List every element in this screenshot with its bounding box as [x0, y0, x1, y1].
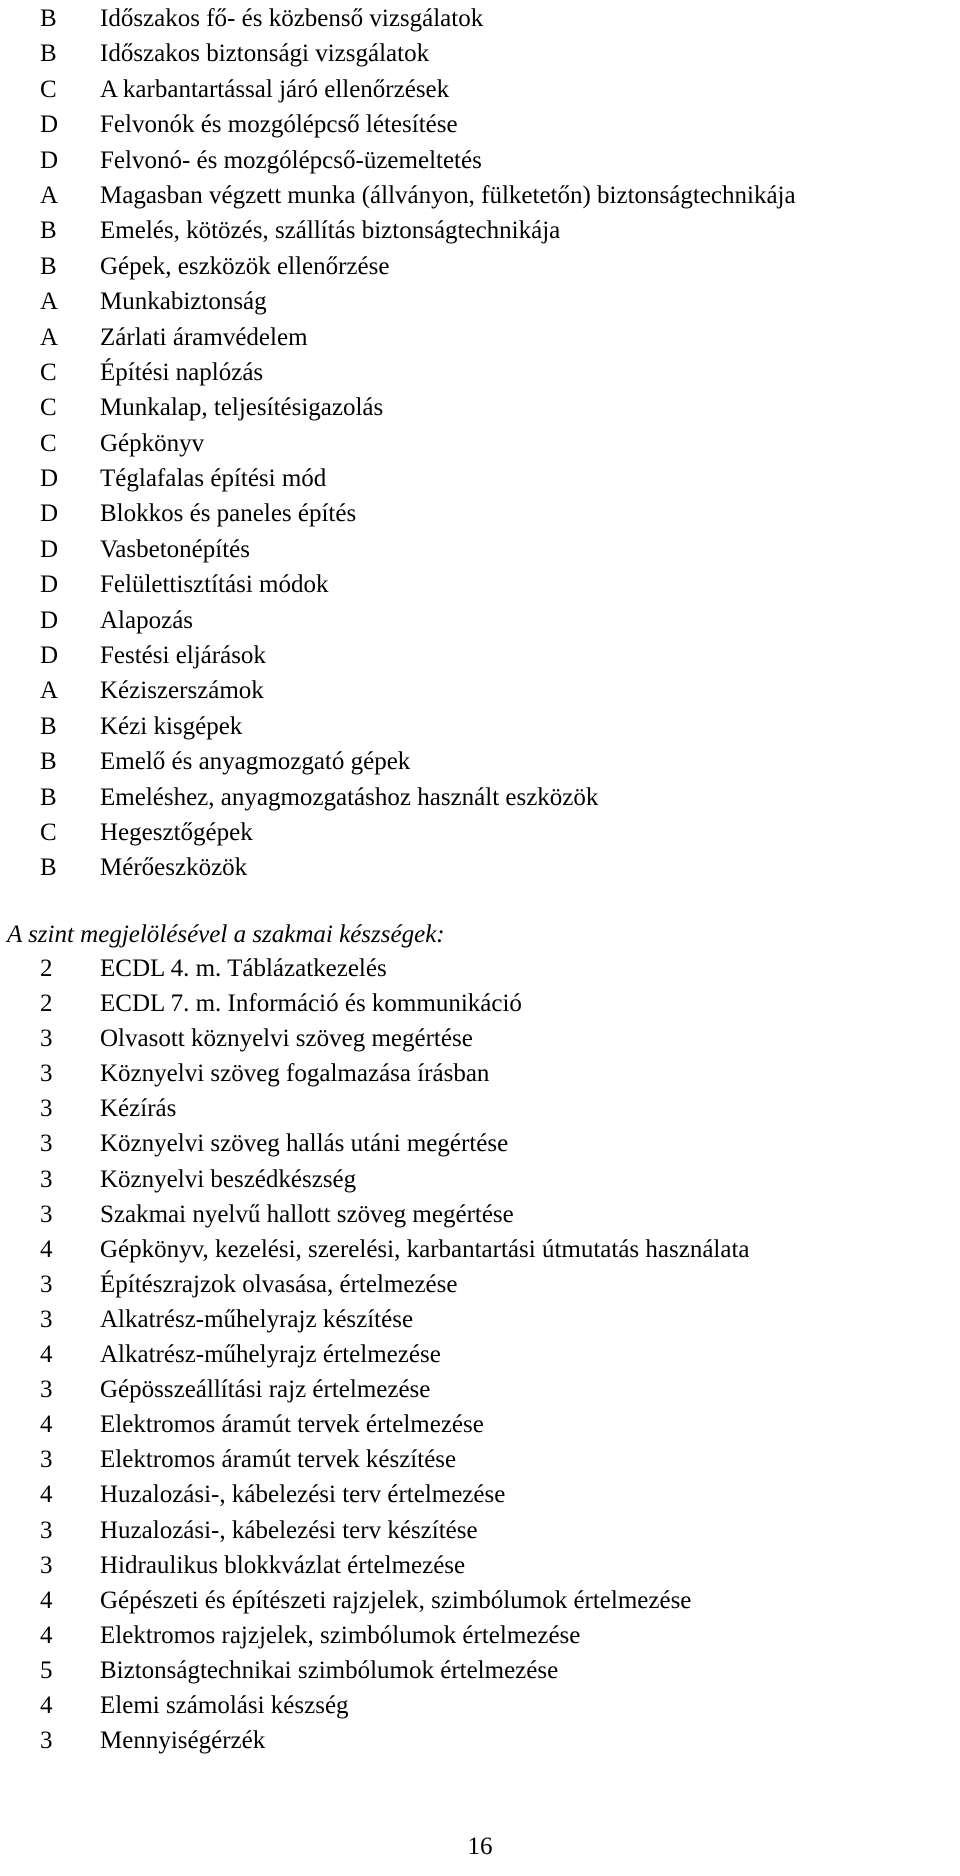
item-label: Hidraulikus blokkvázlat értelmezése	[100, 1551, 466, 1579]
item-label: Gépek, eszközök ellenőrzése	[100, 252, 390, 280]
level-code: B	[40, 854, 57, 882]
list-item	[40, 815, 796, 850]
level-code: 4	[40, 1481, 53, 1509]
item-label: Hegesztőgépek	[100, 818, 253, 846]
level-code: 2	[40, 955, 53, 982]
level-code: 3	[40, 1200, 53, 1228]
level-code: C	[40, 75, 57, 103]
item-label: Időszakos fő- és közbenső vizsgálatok	[100, 5, 484, 32]
item-label: Elektromos áramút tervek értelmezése	[100, 1411, 484, 1439]
level-code: B	[40, 748, 57, 776]
skill-level-list	[40, 951, 750, 1758]
list-item	[40, 850, 796, 885]
level-code: 3	[40, 1270, 53, 1298]
list-item	[40, 1548, 750, 1583]
level-code: A	[40, 288, 59, 316]
level-code: D	[40, 642, 59, 670]
level-code: B	[40, 252, 57, 280]
item-label: Huzalozási-, kábelezési terv értelmezése	[100, 1481, 506, 1509]
list-item	[40, 1688, 750, 1723]
list-item	[40, 1056, 750, 1091]
item-label: Alkatrész-műhelyrajz készítése	[100, 1305, 414, 1333]
item-label: ECDL 4. m. Táblázatkezelés	[100, 955, 387, 982]
list-item	[40, 567, 796, 602]
list-item	[40, 107, 796, 142]
level-code: C	[40, 818, 57, 846]
list-item	[40, 673, 796, 708]
list-item	[40, 1337, 750, 1372]
list-item	[40, 709, 796, 744]
item-label: Munkalap, teljesítésigazolás	[100, 394, 384, 422]
level-code: D	[40, 571, 59, 599]
level-code: 4	[40, 1586, 53, 1614]
page-number: 16	[467, 1833, 493, 1860]
item-label: Elektromos áramút tervek készítése	[100, 1446, 457, 1474]
list-item	[40, 1197, 750, 1232]
list-item	[40, 249, 796, 284]
list-item	[40, 1021, 750, 1056]
item-label: Építészrajzok olvasása, értelmezése	[100, 1270, 458, 1298]
level-code: D	[40, 500, 59, 528]
item-label: Munkabiztonság	[100, 288, 267, 316]
level-code: A	[40, 323, 59, 351]
level-code: A	[40, 181, 59, 209]
item-label: Magasban végzett munka (állványon, fülketetőn) biztonságtechnikája	[100, 181, 796, 209]
level-code: D	[40, 111, 59, 139]
level-code: 3	[40, 1446, 53, 1474]
list-item	[40, 72, 796, 107]
item-label: Gépösszeállítási rajz értelmezése	[100, 1376, 431, 1404]
item-label: Festési eljárások	[100, 642, 266, 670]
item-label: Téglafalas építési mód	[100, 465, 327, 493]
item-label: Felvonó- és mozgólépcső-üzemeltetés	[100, 146, 482, 174]
item-label: Felvonók és mozgólépcső létesítése	[100, 111, 458, 139]
list-item	[40, 603, 796, 638]
item-label: Gépészeti és építészeti rajzjelek, szimbólumok értelmezése	[100, 1586, 692, 1614]
level-code: 3	[40, 1376, 53, 1404]
item-label: Huzalozási-, kábelezési terv készítése	[100, 1516, 478, 1544]
item-label: Kézírás	[100, 1095, 177, 1123]
level-code: 5	[40, 1656, 53, 1684]
level-code: D	[40, 465, 59, 493]
item-label: Mérőeszközök	[100, 854, 248, 882]
level-code: 3	[40, 1130, 53, 1158]
list-item	[40, 390, 796, 425]
level-code: D	[40, 146, 59, 174]
item-label: Vasbetonépítés	[100, 535, 250, 563]
item-label: Gépkönyv, kezelési, szerelési, karbantartási útmutatás használata	[100, 1235, 750, 1263]
item-label: Gépkönyv	[100, 429, 205, 457]
list-item	[40, 744, 796, 779]
level-code: 3	[40, 1727, 53, 1755]
item-label: Elektromos rajzjelek, szimbólumok értelmezése	[100, 1621, 581, 1649]
list-item	[40, 143, 796, 178]
item-label: Zárlati áramvédelem	[100, 323, 308, 351]
level-code: D	[40, 606, 59, 634]
list-item	[40, 213, 796, 248]
list-item	[40, 1407, 750, 1442]
item-label: Emeléshez, anyagmozgatáshoz használt eszközök	[100, 783, 599, 811]
item-label: Építési naplózás	[100, 358, 264, 386]
list-item	[40, 986, 750, 1021]
item-label: Alapozás	[100, 606, 194, 634]
list-item	[40, 1126, 750, 1161]
item-label: Felülettisztítási módok	[100, 571, 329, 599]
list-item	[40, 1302, 750, 1337]
item-label: A karbantartással járó ellenőrzések	[100, 75, 450, 103]
item-label: Blokkos és paneles építés	[100, 500, 357, 528]
level-code: A	[40, 677, 59, 705]
level-code: B	[40, 5, 57, 32]
list-item	[40, 1232, 750, 1267]
level-code: C	[40, 358, 57, 386]
list-item	[40, 1653, 750, 1688]
list-item	[40, 638, 796, 673]
item-label: Időszakos biztonsági vizsgálatok	[100, 40, 430, 68]
list-item	[40, 1, 796, 36]
list-item	[40, 780, 796, 815]
level-code: 3	[40, 1095, 53, 1123]
item-label: Mennyiségérzék	[100, 1727, 266, 1755]
list-item	[40, 1583, 750, 1618]
list-item	[40, 1442, 750, 1477]
level-code: C	[40, 429, 57, 457]
list-item	[40, 1162, 750, 1197]
item-label: Kézi kisgépek	[100, 712, 243, 740]
level-code: 3	[40, 1165, 53, 1193]
list-item	[40, 36, 796, 71]
list-item	[40, 1267, 750, 1302]
item-label: Emelés, kötözés, szállítás biztonságtechnikája	[100, 217, 561, 245]
item-label: Kéziszerszámok	[100, 677, 264, 705]
level-code: 2	[40, 990, 53, 1018]
level-code: D	[40, 535, 59, 563]
level-code: B	[40, 712, 57, 740]
item-label: Elemi számolási készség	[100, 1691, 349, 1719]
item-label: Alkatrész-műhelyrajz értelmezése	[100, 1341, 441, 1369]
level-code: 3	[40, 1305, 53, 1333]
item-label: Köznyelvi beszédkészség	[100, 1165, 357, 1193]
level-code: 4	[40, 1341, 53, 1369]
level-code: 3	[40, 1025, 53, 1053]
list-item	[40, 461, 796, 496]
topic-level-list	[40, 1, 796, 886]
section-heading: A szint megjelölésével a szakmai készségek:	[7, 921, 445, 948]
list-item	[40, 1372, 750, 1407]
list-item	[40, 1477, 750, 1512]
level-code: C	[40, 394, 57, 422]
level-code: 4	[40, 1691, 53, 1719]
item-label: Emelő és anyagmozgató gépek	[100, 748, 411, 776]
list-item	[40, 496, 796, 531]
level-code: 4	[40, 1411, 53, 1439]
level-code: B	[40, 40, 57, 68]
item-label: Olvasott köznyelvi szöveg megértése	[100, 1025, 473, 1053]
list-item	[40, 1618, 750, 1653]
list-item	[40, 320, 796, 355]
list-item	[40, 355, 796, 390]
list-item	[40, 532, 796, 567]
level-code: 3	[40, 1551, 53, 1579]
list-item	[40, 1513, 750, 1548]
item-label: Biztonságtechnikai szimbólumok értelmezése	[100, 1656, 559, 1684]
list-item	[40, 284, 796, 319]
level-code: B	[40, 783, 57, 811]
level-code: 4	[40, 1235, 53, 1263]
item-label: ECDL 7. m. Információ és kommunikáció	[100, 990, 522, 1018]
item-label: Szakmai nyelvű hallott szöveg megértése	[100, 1200, 514, 1228]
list-item	[40, 426, 796, 461]
item-label: Köznyelvi szöveg fogalmazása írásban	[100, 1060, 490, 1088]
level-code: 3	[40, 1060, 53, 1088]
list-item	[40, 1723, 750, 1758]
list-item	[40, 178, 796, 213]
list-item	[40, 951, 750, 986]
level-code: 4	[40, 1621, 53, 1649]
item-label: Köznyelvi szöveg hallás utáni megértése	[100, 1130, 509, 1158]
list-item	[40, 1091, 750, 1126]
level-code: 3	[40, 1516, 53, 1544]
level-code: B	[40, 217, 57, 245]
